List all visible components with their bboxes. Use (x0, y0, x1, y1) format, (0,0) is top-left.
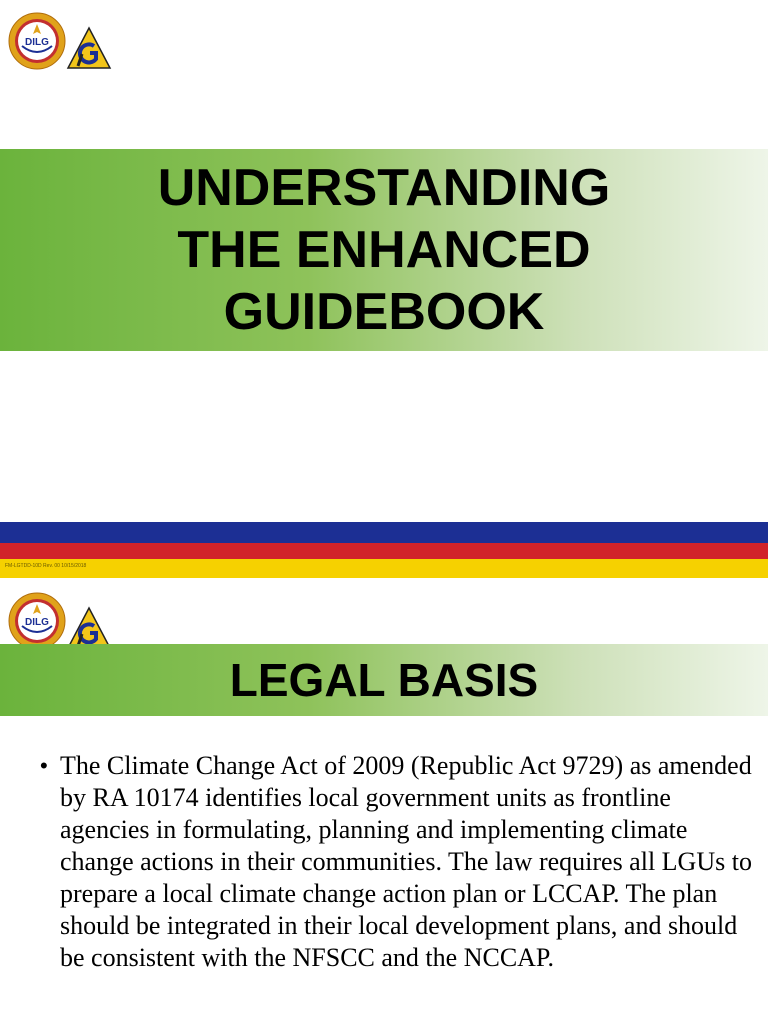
dilg-seal-icon (8, 12, 66, 70)
title-band (0, 149, 768, 351)
dilg-seal-label: DILG (25, 617, 49, 628)
form-code: FM-LGTDD-10D Rev. 00 10/15/2018 (5, 563, 87, 569)
dilg-seal-label: DILG (25, 37, 49, 48)
title-band (0, 644, 768, 716)
stripe-yellow (0, 559, 768, 578)
bullet-text: The Climate Change Act of 2009 (Republic Act 9729) as amended by RA 10174 identifies local government units as frontline agencies in formulating, planning and implementing climate change actions in their communities. The law requires all LGUs to prepare a local climate change action plan or LCCAP. The plan should be integrated in their local development plans, and should be consistent with the NFSCC and the NCCAP. (60, 751, 752, 972)
stripe-red (0, 543, 768, 559)
slide-title-text (230, 652, 538, 708)
bullet-marker: • (40, 753, 48, 778)
slide-legal-basis (0, 580, 768, 1024)
logo-group (8, 12, 118, 70)
title-line-1: LEGAL BASIS (229, 654, 539, 706)
stripe-blue (0, 522, 768, 543)
bullet-list (40, 750, 752, 974)
logo-group (8, 592, 118, 650)
flag-stripes-footer (0, 522, 768, 578)
bullet-item (40, 750, 752, 974)
title-line-2: THE ENHANCED (177, 221, 591, 279)
title-line-1: UNDERSTANDING (157, 159, 611, 217)
dilg-seal-icon (8, 592, 66, 650)
lga-logo-icon (66, 26, 112, 70)
title-line-3: GUIDEBOOK (223, 283, 545, 341)
slide-title-text (158, 157, 611, 343)
